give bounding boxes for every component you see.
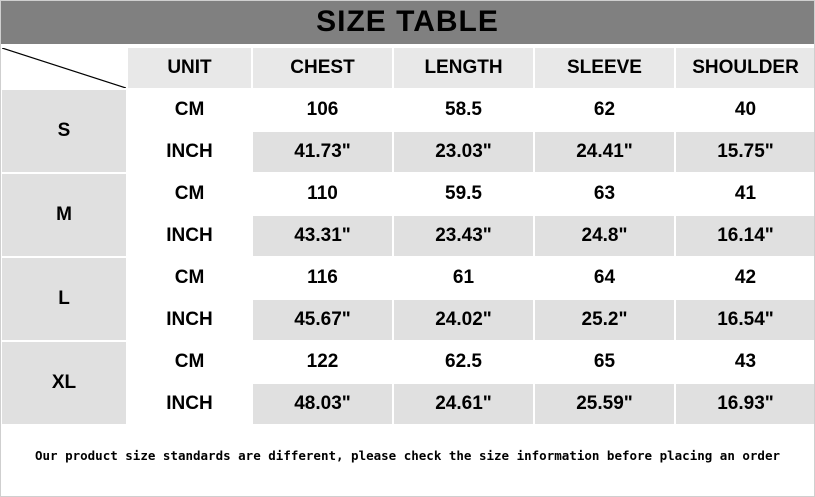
value-m-cm-length: 59.5 [393, 173, 534, 215]
value-xl-cm-shoulder: 43 [675, 341, 815, 383]
table-row [1, 89, 815, 131]
table-row [1, 257, 815, 299]
column-header-sleeve: SLEEVE [534, 47, 675, 89]
value-xl-inch-shoulder: 16.93" [675, 383, 815, 425]
value-s-cm-sleeve: 62 [534, 89, 675, 131]
footer-note-text: Our product size standards are different, please check the size information before placing an order [34, 447, 781, 463]
size-label-m: M [1, 173, 127, 257]
size-chart-table [0, 46, 815, 426]
unit-label-m-inch: INCH [127, 215, 252, 257]
page-title: SIZE TABLE [316, 5, 499, 38]
unit-label-l-inch: INCH [127, 299, 252, 341]
corner-diagonal-cell [1, 47, 127, 89]
column-header-shoulder: SHOULDER [675, 47, 815, 89]
unit-label-xl-inch: INCH [127, 383, 252, 425]
title-bar [0, 0, 815, 46]
value-xl-inch-chest: 48.03" [252, 383, 393, 425]
value-l-inch-chest: 45.67" [252, 299, 393, 341]
value-s-inch-sleeve: 24.41" [534, 131, 675, 173]
value-xl-cm-length: 62.5 [393, 341, 534, 383]
value-s-inch-length: 23.03" [393, 131, 534, 173]
value-m-cm-shoulder: 41 [675, 173, 815, 215]
value-xl-inch-sleeve: 25.59" [534, 383, 675, 425]
value-l-cm-sleeve: 64 [534, 257, 675, 299]
unit-label-l-cm: CM [127, 257, 252, 299]
footer-note-bar [0, 426, 815, 482]
value-l-cm-shoulder: 42 [675, 257, 815, 299]
size-label-xl: XL [1, 341, 127, 425]
table-row [1, 173, 815, 215]
value-m-inch-length: 23.43" [393, 215, 534, 257]
unit-label-m-cm: CM [127, 173, 252, 215]
value-l-cm-chest: 116 [252, 257, 393, 299]
value-l-cm-length: 61 [393, 257, 534, 299]
value-m-cm-chest: 110 [252, 173, 393, 215]
table-header-row [1, 47, 815, 89]
value-m-inch-shoulder: 16.14" [675, 215, 815, 257]
unit-label-s-cm: CM [127, 89, 252, 131]
value-l-inch-shoulder: 16.54" [675, 299, 815, 341]
value-l-inch-length: 24.02" [393, 299, 534, 341]
value-xl-cm-chest: 122 [252, 341, 393, 383]
unit-label-s-inch: INCH [127, 131, 252, 173]
value-s-cm-chest: 106 [252, 89, 393, 131]
value-s-inch-shoulder: 15.75" [675, 131, 815, 173]
value-l-inch-sleeve: 25.2" [534, 299, 675, 341]
unit-label-xl-cm: CM [127, 341, 252, 383]
value-s-cm-shoulder: 40 [675, 89, 815, 131]
value-s-cm-length: 58.5 [393, 89, 534, 131]
size-label-l: L [1, 257, 127, 341]
value-m-inch-chest: 43.31" [252, 215, 393, 257]
column-header-length: LENGTH [393, 47, 534, 89]
value-xl-inch-length: 24.61" [393, 383, 534, 425]
size-label-s: S [1, 89, 127, 173]
column-header-unit: UNIT [127, 47, 252, 89]
table-row [1, 341, 815, 383]
value-xl-cm-sleeve: 65 [534, 341, 675, 383]
column-header-chest: CHEST [252, 47, 393, 89]
value-s-inch-chest: 41.73" [252, 131, 393, 173]
value-m-inch-sleeve: 24.8" [534, 215, 675, 257]
value-m-cm-sleeve: 63 [534, 173, 675, 215]
